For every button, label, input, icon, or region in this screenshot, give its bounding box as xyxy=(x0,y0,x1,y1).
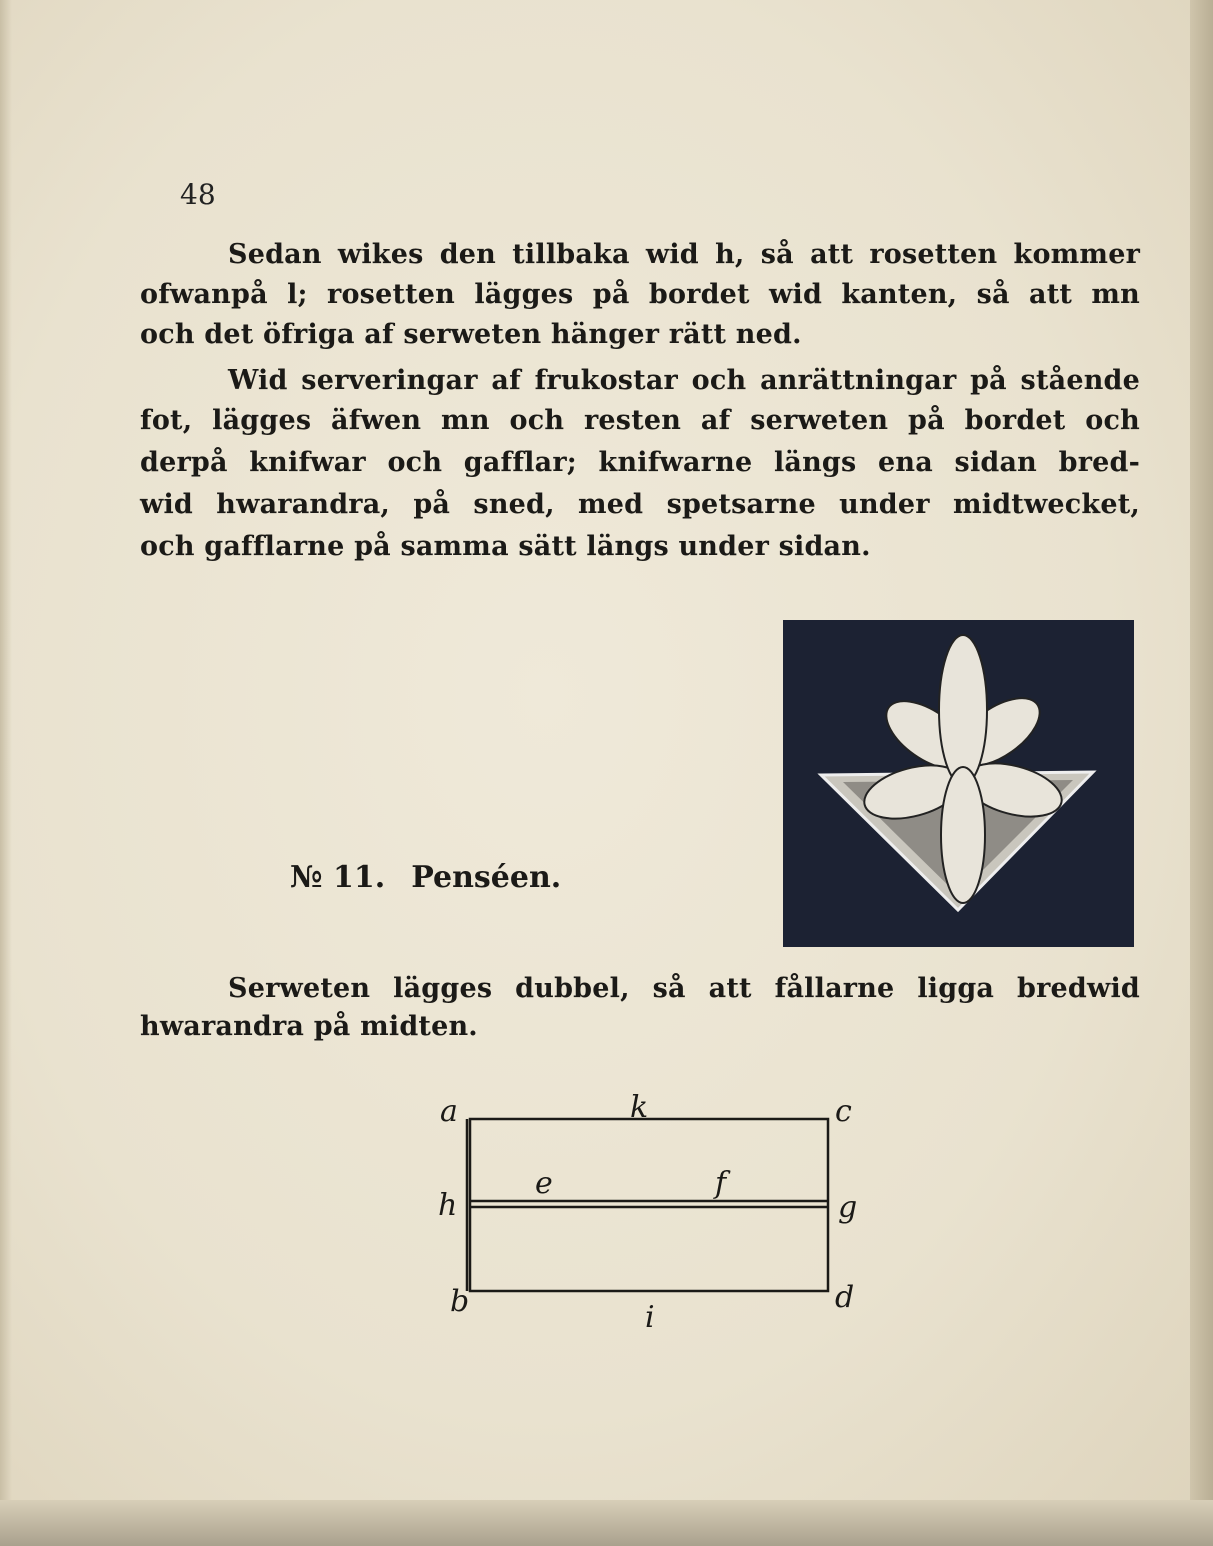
text-line: Sedan wikes den tillbaka wid h, så att rosetten kommer xyxy=(228,239,1140,270)
text-line: Wid serveringar af frukostar och anrättningar på stående xyxy=(228,365,1140,396)
label-f: f xyxy=(715,1166,727,1201)
label-b: b xyxy=(450,1284,470,1319)
page-edge-left xyxy=(0,0,12,1546)
page-number: 48 xyxy=(180,178,216,211)
label-k: k xyxy=(630,1090,649,1125)
label-d: d xyxy=(835,1280,855,1315)
text-line: Serweten lägges dubbel, så att fållarne ligga bredwid xyxy=(228,973,1140,1004)
page-edge-bottom xyxy=(0,1500,1213,1546)
label-e: e xyxy=(535,1166,553,1201)
label-g: g xyxy=(838,1190,858,1225)
page-edge-right xyxy=(1190,0,1213,1546)
folding-diagram xyxy=(430,1085,880,1345)
text-line: wid hwarandra, på sned, med spetsarne under midtwecket, xyxy=(140,489,1140,520)
label-c: c xyxy=(835,1094,852,1129)
label-h: h xyxy=(438,1188,458,1223)
label-a: a xyxy=(440,1094,458,1129)
woodcut-illustration xyxy=(783,620,1134,947)
text-line: derpå knifwar och gafflar; knifwarne längs ena sidan bred- xyxy=(140,447,1140,478)
label-i: i xyxy=(645,1300,655,1335)
section-heading xyxy=(290,860,587,895)
section-title: Penséen. xyxy=(411,860,562,895)
text-line: fot, lägges äfwen mn och resten af serweten på bordet och xyxy=(140,405,1140,436)
text-line: och gafflarne på samma sätt längs under sidan. xyxy=(140,531,871,562)
text-line: ofwanpå l; rosetten lägges på bordet wid kanten, så att mn xyxy=(140,279,1140,310)
text-line: och det öfriga af serweten hänger rätt ned. xyxy=(140,319,802,350)
section-number: № 11. xyxy=(290,860,386,895)
text-line: hwarandra på midten. xyxy=(140,1011,478,1042)
